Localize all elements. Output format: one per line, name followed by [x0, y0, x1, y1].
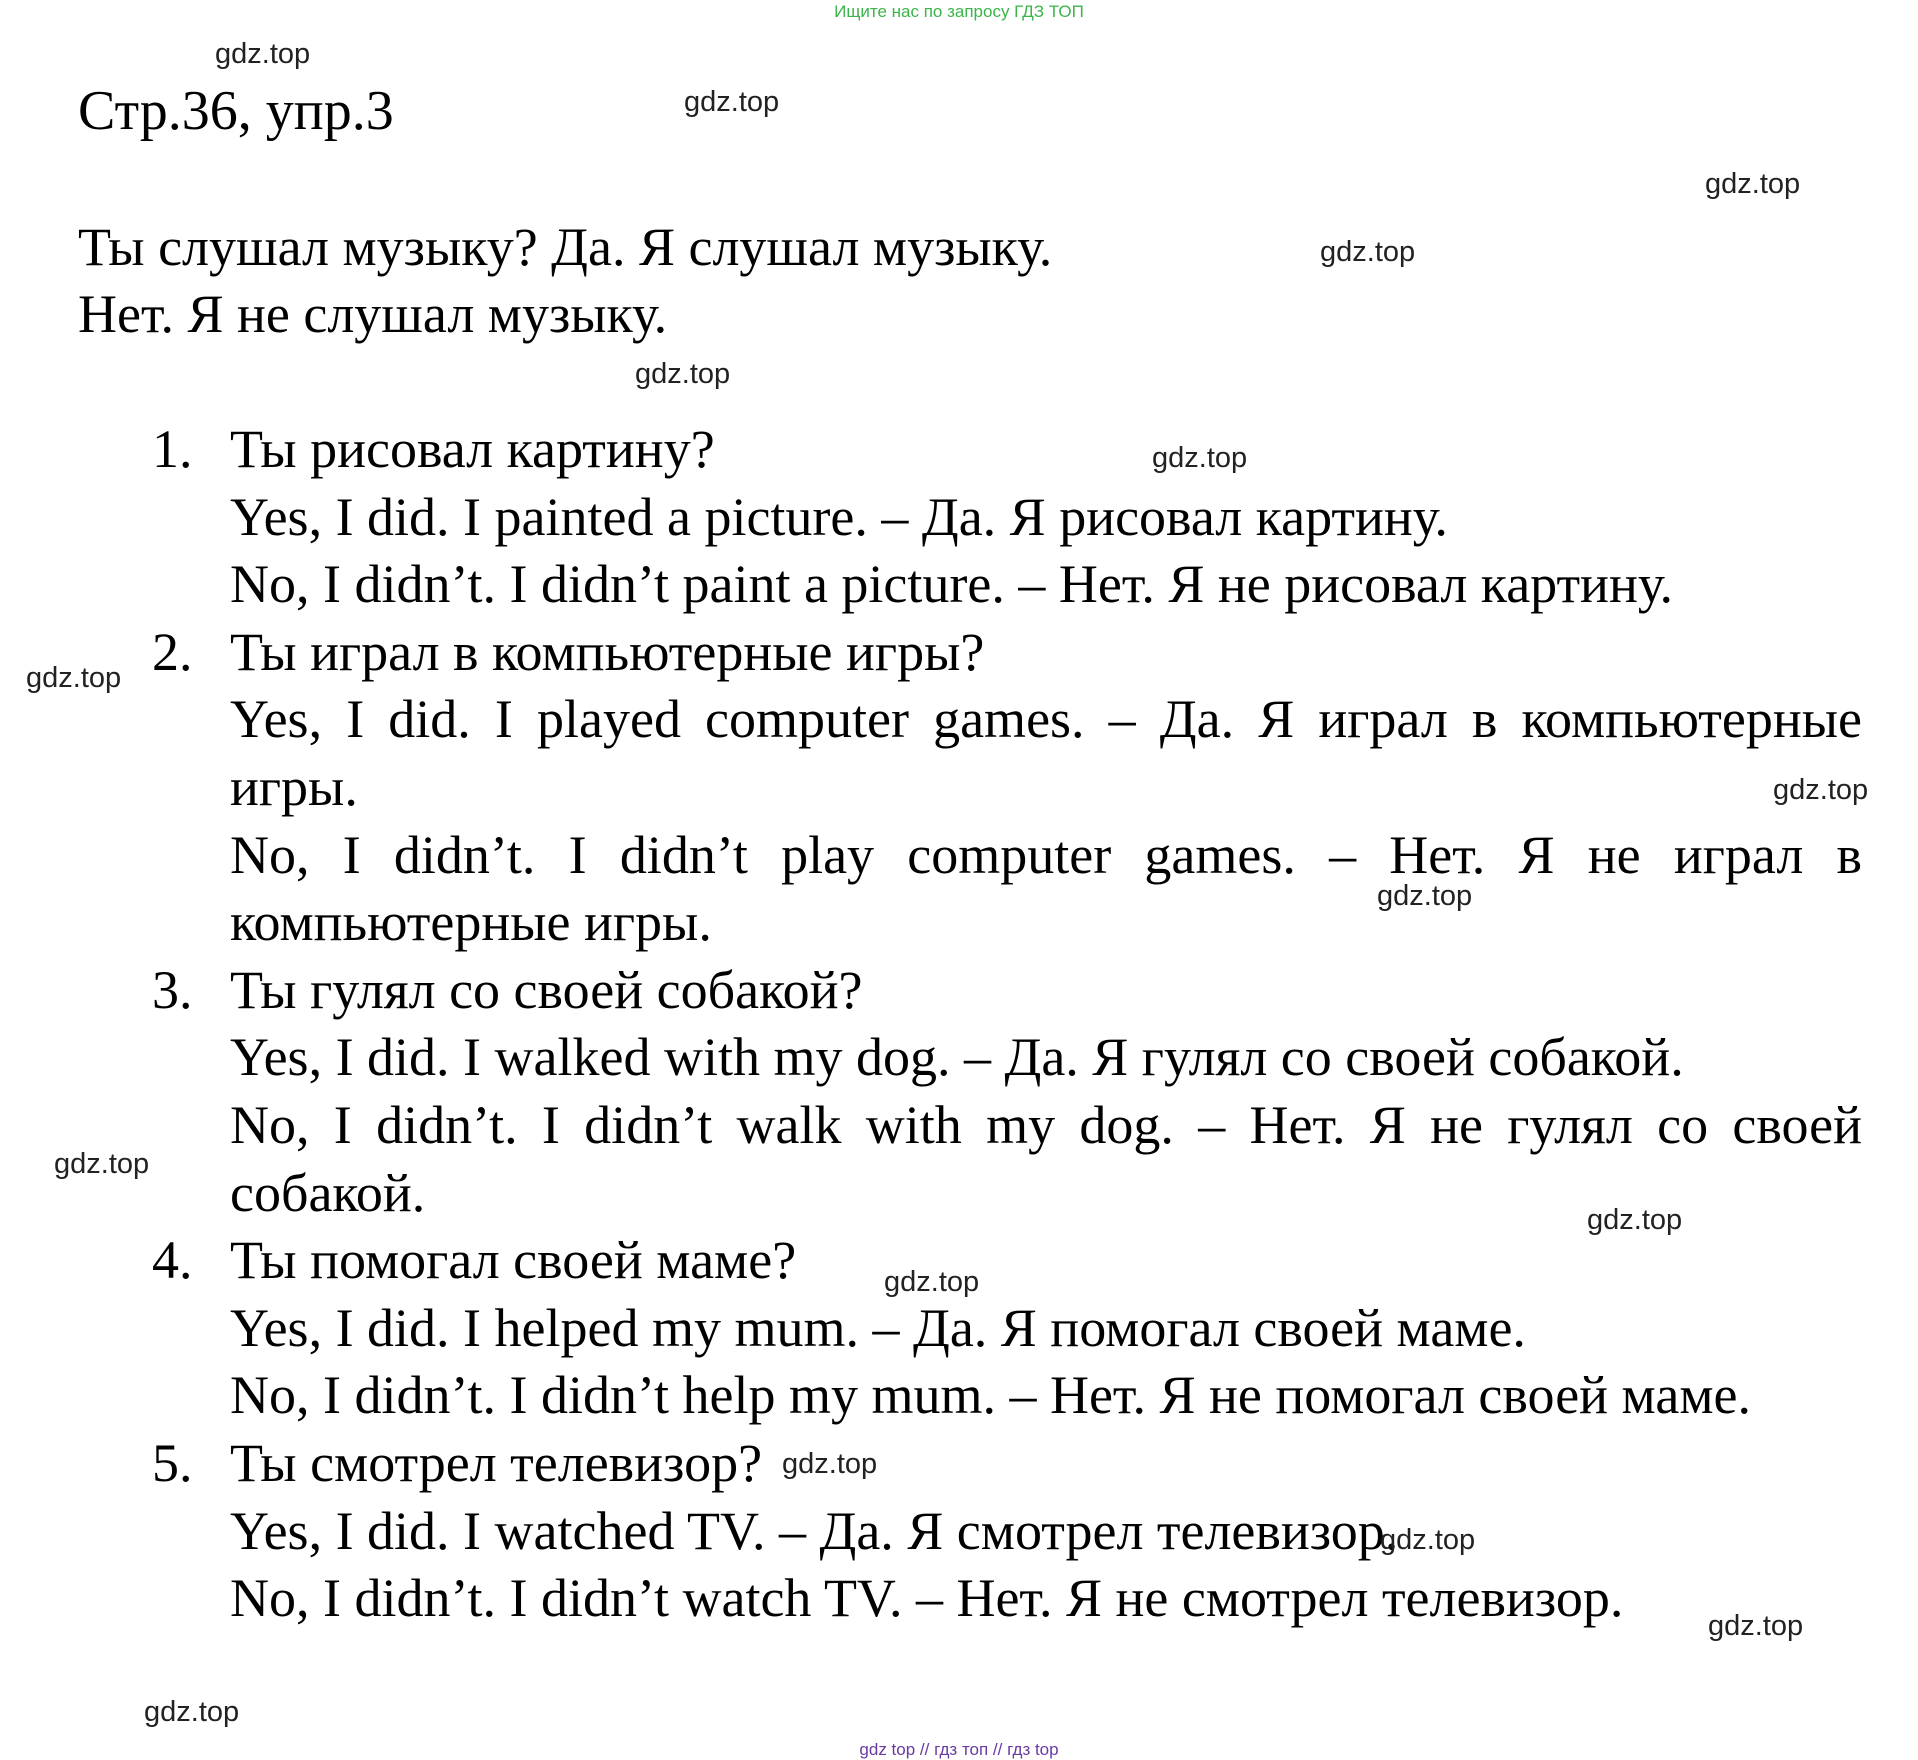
watermark: gdz.top: [215, 38, 311, 70]
item-question: Ты смотрел телевизор?: [230, 1432, 763, 1493]
item-question: Ты помогал своей маме?: [230, 1230, 797, 1291]
intro-line-1: Ты слушал музыку? Да. Я слушал музыку.: [78, 217, 1053, 277]
exercise-list: [152, 416, 1862, 1633]
item-yes-answer: Yes, I did. I walked with my dog. – Да. Я гулял со своей собакой.: [230, 1027, 1684, 1088]
item-yes-answer: Yes, I did. I painted a picture. – Да. Я рисовал картину.: [230, 486, 1448, 547]
watermark: gdz.top: [1377, 880, 1473, 912]
watermark: gdz.top: [1705, 168, 1801, 200]
item-body: [230, 619, 1862, 957]
exercise-item-1: [152, 416, 1862, 619]
exercise-item-5: [152, 1430, 1862, 1633]
item-yes-answer: Yes, I did. I watched TV. – Да. Я смотрел телевизор.: [230, 1500, 1399, 1561]
watermark: gdz.top: [1380, 1524, 1476, 1556]
item-number: 5.: [152, 1432, 193, 1493]
watermark: gdz.top: [144, 1696, 240, 1728]
item-no-answer: No, I didn’t. I didn’t paint a picture. – Нет. Я не рисовал картину.: [230, 554, 1673, 615]
watermark: gdz.top: [1587, 1204, 1683, 1236]
item-body: [230, 957, 1862, 1227]
watermark: gdz.top: [54, 1148, 150, 1180]
watermark: gdz.top: [1152, 442, 1248, 474]
item-number: 2.: [152, 621, 193, 682]
item-body: [230, 1227, 1862, 1430]
item-number: 4.: [152, 1230, 193, 1291]
item-number: 1.: [152, 419, 193, 479]
intro-line-2: Нет. Я не слушал музыку.: [78, 284, 668, 344]
item-no-answer: No, I didn’t. I didn’t help my mum. – Нет. Я не помогал своей маме.: [230, 1365, 1751, 1426]
watermark: gdz.top: [1773, 774, 1869, 806]
watermark: gdz.top: [635, 358, 731, 390]
top-banner: Ищите нас по запросу ГДЗ ТОП: [834, 2, 1084, 21]
watermark: gdz.top: [884, 1266, 980, 1298]
page-title: Стр.36, упр.3: [78, 80, 394, 142]
item-number: 3.: [152, 959, 193, 1020]
item-no-answer: No, I didn’t. I didn’t walk with my dog. – Нет. Я не гулял со своей собакой.: [230, 1094, 1862, 1223]
item-no-answer: No, I didn’t. I didn’t play computer games. – Нет. Я не играл в компьютерные игры.: [230, 824, 1862, 953]
exercise-item-4: [152, 1227, 1862, 1430]
item-no-answer: No, I didn’t. I didn’t watch TV. – Нет. Я не смотрел телевизор.: [230, 1568, 1624, 1629]
exercise-item-3: [152, 957, 1862, 1227]
item-body: [230, 1430, 1862, 1633]
watermark: gdz.top: [1708, 1610, 1804, 1642]
item-question: Ты играл в компьютерные игры?: [230, 621, 985, 682]
watermark: gdz.top: [26, 662, 122, 694]
item-question: Ты гулял со своей собакой?: [230, 959, 863, 1020]
item-question: Ты рисовал картину?: [230, 419, 715, 479]
exercise-item-2: [152, 619, 1862, 957]
watermark: gdz.top: [684, 86, 780, 118]
footer-links: gdz top // гдз топ // гдз top: [859, 1740, 1059, 1759]
watermark: gdz.top: [782, 1448, 878, 1480]
item-body: [230, 416, 1862, 619]
item-yes-answer: Yes, I did. I helped my mum. – Да. Я помогал своей маме.: [230, 1297, 1526, 1358]
item-yes-answer: Yes, I did. I played computer games. – Да. Я играл в компьютерные игры.: [230, 689, 1862, 817]
intro-block: [78, 214, 1052, 348]
watermark: gdz.top: [1320, 236, 1416, 268]
